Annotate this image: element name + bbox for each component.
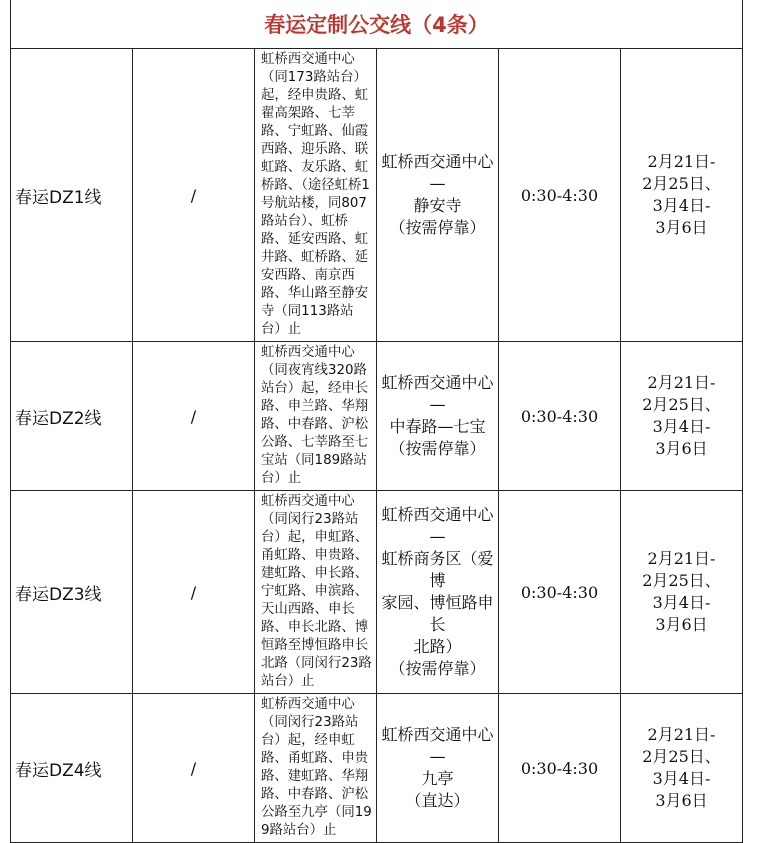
route-name: 春运DZ4线 (11, 694, 133, 843)
table-row (11, 49, 743, 342)
route-name: 春运DZ3线 (11, 491, 133, 694)
table-row (11, 342, 743, 491)
date-line: 3月4日- (652, 417, 711, 436)
route-path: 虹桥西交通中心（同夜宵线320路站台）起，经申长路、申兰路、华翔路、中春路、沪松公路、七莘路至七宝站（同189路站台）止 (255, 342, 377, 491)
service-time: 0:30-4:30 (499, 342, 621, 491)
service-time: 0:30-4:30 (499, 49, 621, 342)
date-line: 2月21日- (647, 152, 716, 171)
date-line: 2月25日、 (642, 174, 721, 193)
title-row (11, 0, 743, 49)
date-line: 2月25日、 (642, 395, 721, 414)
date-line: 3月6日 (655, 439, 708, 458)
service-dates (621, 491, 743, 694)
stop-line: （按需停靠） (389, 439, 486, 458)
date-line: 2月21日- (647, 373, 716, 392)
route-stops (377, 491, 499, 694)
route-name: 春运DZ2线 (11, 342, 133, 491)
route-name: 春运DZ1线 (11, 49, 133, 342)
date-line: 3月6日 (655, 218, 708, 237)
stop-line: 家园、博恒路申长 (381, 593, 494, 634)
service-time: 0:30-4:30 (499, 694, 621, 843)
table-title: 春运定制公交线（4条） (11, 0, 743, 49)
stop-line: 中春路—七宝 (389, 417, 486, 436)
stop-line: 虹桥西交通中心— (381, 373, 494, 414)
route-path: 虹桥西交通中心（同173路站台）起，经申贵路、虹翟高架路、七莘路、宁虹路、仙霞西路、迎乐路、联虹路、友乐路、虹桥路、（途径虹桥1号航站楼，同807路站台）、虹桥路、延安西路、虹井路、虹桥路、延安西路、南京西路、华山路至静安寺（同113路站台）止 (255, 49, 377, 342)
stop-line: 虹桥西交通中心— (381, 152, 494, 193)
route-direction: / (133, 49, 255, 342)
stop-line: 静安寺 (413, 196, 462, 215)
route-direction: / (133, 491, 255, 694)
service-dates (621, 694, 743, 843)
date-line: 3月4日- (652, 769, 711, 788)
route-path: 虹桥西交通中心（同闵行23路站台）起，经申虹路、甬虹路、申贵路、建虹路、华翔路、中春路、沪松公路至九亭（同199路站台）止 (255, 694, 377, 843)
date-line: 3月4日- (652, 196, 711, 215)
date-line: 2月25日、 (642, 571, 721, 590)
date-line: 3月4日- (652, 593, 711, 612)
table-row (11, 694, 743, 843)
route-stops (377, 342, 499, 491)
bus-route-table (10, 0, 743, 843)
date-line: 2月21日- (647, 725, 716, 744)
stop-line: （按需停靠） (389, 659, 486, 678)
table-row (11, 491, 743, 694)
service-dates (621, 342, 743, 491)
stop-line: 虹桥商务区（爱博 (381, 549, 494, 590)
route-stops (377, 49, 499, 342)
date-line: 2月21日- (647, 549, 716, 568)
route-stops (377, 694, 499, 843)
service-dates (621, 49, 743, 342)
date-line: 2月25日、 (642, 747, 721, 766)
stop-line: （直达） (405, 791, 470, 810)
stop-line: 九亭 (421, 769, 454, 788)
route-path: 虹桥西交通中心（同闵行23路站台）起，申虹路、甬虹路、申贵路、建虹路、申长路、宁虹路、申滨路、天山西路、申长路、申长北路、博恒路至博恒路申长北路（同闵行23路站台）止 (255, 491, 377, 694)
stop-line: （按需停靠） (389, 218, 486, 237)
bus-route-table-frame (10, 0, 743, 838)
date-line: 3月6日 (655, 615, 708, 634)
service-time: 0:30-4:30 (499, 491, 621, 694)
stop-line: 北路） (413, 637, 462, 656)
route-direction: / (133, 694, 255, 843)
stop-line: 虹桥西交通中心— (381, 725, 494, 766)
stop-line: 虹桥西交通中心— (381, 505, 494, 546)
route-direction: / (133, 342, 255, 491)
date-line: 3月6日 (655, 791, 708, 810)
